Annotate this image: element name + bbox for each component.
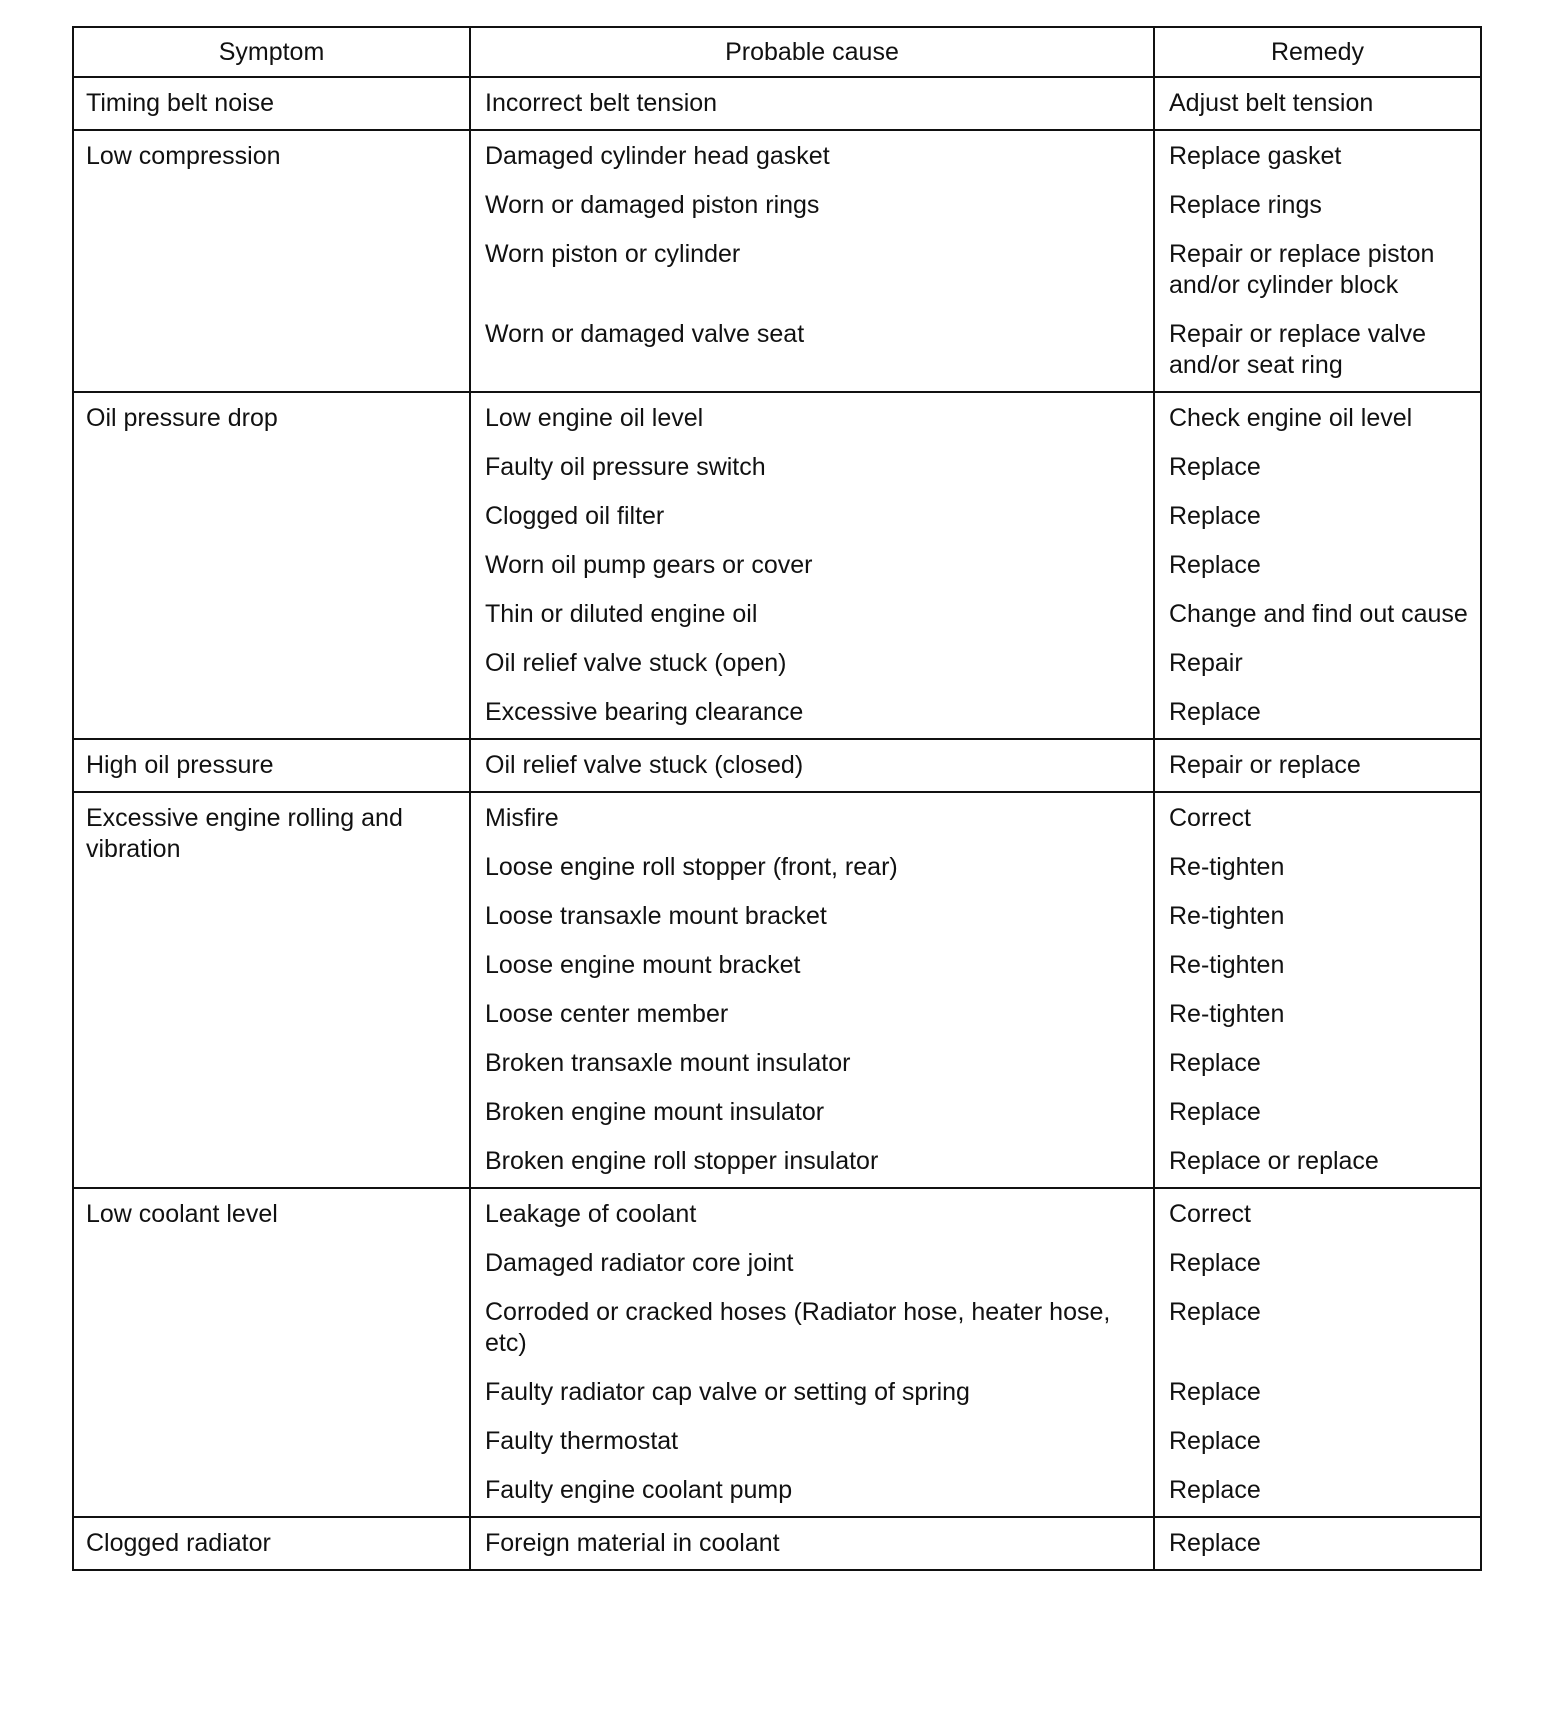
remedy-item: Re-tighten	[1169, 1000, 1285, 1028]
remedy-item: Change and find out cause	[1169, 600, 1468, 628]
cause-item: Faulty radiator cap valve or setting of spring	[485, 1378, 970, 1406]
cause-item: Faulty thermostat	[485, 1427, 679, 1455]
cause-item: Worn piston or cylinder	[485, 240, 741, 268]
remedy-list	[1155, 740, 1480, 791]
remedy-item: Re-tighten	[1169, 951, 1285, 979]
remedy-list	[1155, 1189, 1480, 1516]
remedy-item: Re-tighten	[1169, 853, 1285, 881]
cause-list	[471, 131, 1153, 391]
remedy-item: Replace	[1169, 1249, 1261, 1277]
remedy-item: Replace	[1169, 1049, 1261, 1077]
symptom-text: Low compression	[86, 142, 281, 170]
cause-item: Worn oil pump gears or cover	[485, 551, 813, 579]
symptom-text: Low coolant level	[86, 1200, 278, 1228]
probable-cause-cell	[470, 77, 1154, 130]
cause-item: Thin or diluted engine oil	[485, 600, 758, 628]
symptom-cell	[73, 392, 470, 739]
cause-item: Worn or damaged valve seat	[485, 320, 805, 348]
remedy-cell	[1154, 739, 1481, 792]
table-row	[73, 739, 1481, 792]
remedy-item: Replace gasket	[1169, 142, 1342, 170]
probable-cause-cell	[470, 792, 1154, 1188]
symptom-cell	[73, 77, 470, 130]
remedy-item: Repair or replace	[1169, 751, 1361, 779]
remedy-list	[1155, 1518, 1480, 1569]
remedy-item: Repair	[1169, 649, 1243, 677]
remedy-item: Repair or replace valve and/or seat ring	[1169, 320, 1427, 379]
troubleshooting-table	[72, 26, 1482, 1571]
remedy-item: Replace or replace	[1169, 1147, 1379, 1175]
cause-item: Corroded or cracked hoses (Radiator hose, heater hose, etc)	[485, 1298, 1111, 1357]
remedy-item: Replace	[1169, 1427, 1261, 1455]
cause-list	[471, 1189, 1153, 1516]
table-row	[73, 792, 1481, 1188]
header-row	[73, 27, 1481, 77]
symptom-cell	[73, 130, 470, 392]
remedy-item: Replace	[1169, 1378, 1261, 1406]
table-body	[73, 77, 1481, 1570]
symptom-text: Timing belt noise	[86, 89, 275, 117]
column-header-probable-cause: Probable cause	[470, 27, 1154, 77]
cause-item: Damaged radiator core joint	[485, 1249, 794, 1277]
remedy-cell	[1154, 792, 1481, 1188]
cause-item: Foreign material in coolant	[485, 1529, 780, 1557]
cause-item: Low engine oil level	[485, 404, 704, 432]
remedy-item: Correct	[1169, 804, 1251, 832]
cause-item: Excessive bearing clearance	[485, 698, 804, 726]
table-row	[73, 392, 1481, 739]
symptom-text: Excessive engine rolling and vibration	[86, 804, 403, 863]
table-row	[73, 77, 1481, 130]
troubleshooting-table-wrapper	[72, 26, 1480, 1571]
remedy-list	[1155, 131, 1480, 391]
cause-item: Oil relief valve stuck (closed)	[485, 751, 804, 779]
cause-list	[471, 740, 1153, 791]
probable-cause-cell	[470, 1517, 1154, 1570]
symptom-text: Clogged radiator	[86, 1529, 271, 1557]
remedy-item: Check engine oil level	[1169, 404, 1413, 432]
symptom-cell	[73, 1517, 470, 1570]
table-row	[73, 130, 1481, 392]
remedy-cell	[1154, 1517, 1481, 1570]
cause-item: Oil relief valve stuck (open)	[485, 649, 787, 677]
cause-item: Loose engine roll stopper (front, rear)	[485, 853, 898, 881]
cause-item: Broken engine roll stopper insulator	[485, 1147, 879, 1175]
column-header-symptom: Symptom	[73, 27, 470, 77]
table-row	[73, 1188, 1481, 1517]
cause-item: Worn or damaged piston rings	[485, 191, 820, 219]
cause-list	[471, 78, 1153, 129]
probable-cause-cell	[470, 130, 1154, 392]
cause-item: Clogged oil filter	[485, 502, 665, 530]
remedy-item: Replace rings	[1169, 191, 1322, 219]
remedy-item: Repair or replace piston and/or cylinder block	[1169, 240, 1435, 299]
column-header-remedy: Remedy	[1154, 27, 1481, 77]
symptom-cell	[73, 792, 470, 1188]
remedy-item: Adjust belt tension	[1169, 89, 1374, 117]
remedy-cell	[1154, 1188, 1481, 1517]
remedy-list	[1155, 793, 1480, 1187]
remedy-item: Replace	[1169, 502, 1261, 530]
remedy-item: Replace	[1169, 1098, 1261, 1126]
cause-item: Leakage of coolant	[485, 1200, 697, 1228]
table-row	[73, 1517, 1481, 1570]
remedy-cell	[1154, 392, 1481, 739]
cause-item: Loose center member	[485, 1000, 729, 1028]
cause-list	[471, 393, 1153, 738]
cause-list	[471, 1518, 1153, 1569]
remedy-item: Re-tighten	[1169, 902, 1285, 930]
remedy-list	[1155, 393, 1480, 738]
cause-item: Loose transaxle mount bracket	[485, 902, 827, 930]
cause-item: Faulty oil pressure switch	[485, 453, 766, 481]
remedy-item: Replace	[1169, 1476, 1261, 1504]
cause-item: Loose engine mount bracket	[485, 951, 801, 979]
cause-item: Damaged cylinder head gasket	[485, 142, 830, 170]
symptom-cell	[73, 739, 470, 792]
remedy-item: Replace	[1169, 698, 1261, 726]
probable-cause-cell	[470, 739, 1154, 792]
cause-item: Misfire	[485, 804, 559, 832]
remedy-cell	[1154, 77, 1481, 130]
cause-item: Faulty engine coolant pump	[485, 1476, 793, 1504]
remedy-cell	[1154, 130, 1481, 392]
remedy-item: Replace	[1169, 1298, 1261, 1326]
symptom-text: High oil pressure	[86, 751, 274, 779]
cause-item: Incorrect belt tension	[485, 89, 718, 117]
remedy-item: Replace	[1169, 453, 1261, 481]
symptom-text: Oil pressure drop	[86, 404, 278, 432]
symptom-cell	[73, 1188, 470, 1517]
remedy-item: Correct	[1169, 1200, 1251, 1228]
cause-item: Broken transaxle mount insulator	[485, 1049, 851, 1077]
remedy-item: Replace	[1169, 551, 1261, 579]
cause-item: Broken engine mount insulator	[485, 1098, 825, 1126]
cause-list	[471, 793, 1153, 1187]
probable-cause-cell	[470, 392, 1154, 739]
probable-cause-cell	[470, 1188, 1154, 1517]
remedy-list	[1155, 78, 1480, 129]
remedy-item: Replace	[1169, 1529, 1261, 1557]
